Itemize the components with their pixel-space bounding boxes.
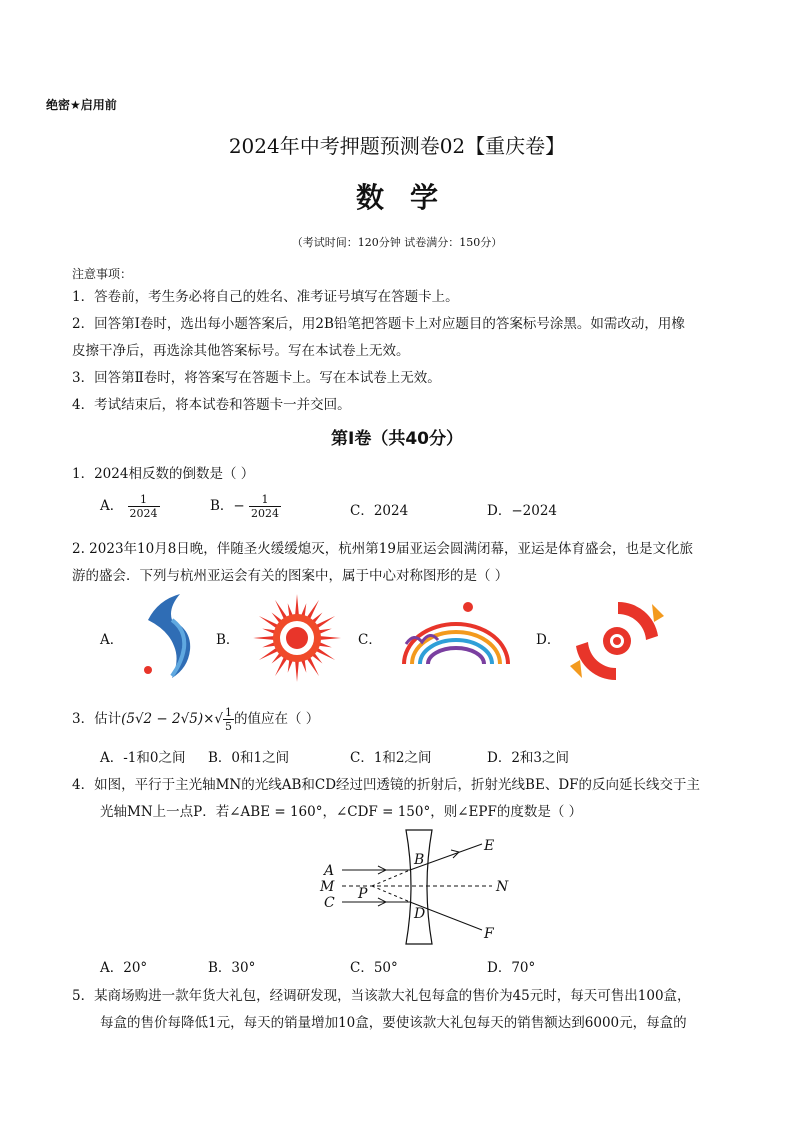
q4-option-a: A．20° <box>100 960 148 976</box>
label-b: B <box>414 852 425 868</box>
label-n: N <box>496 879 509 895</box>
q3-option-c: C．1和2之间 <box>350 750 432 766</box>
q2-option-d-label: D． <box>536 632 561 648</box>
q3-stem-pre: 3．估计 <box>72 711 122 727</box>
q4-stem-1: 4．如图，平行于主光轴MN的光线AB和CD经过凹透镜的折射后，折射光线BE、DF的反向延长线交于主 <box>72 777 701 793</box>
label-c: C <box>324 895 335 911</box>
q4-option-d: D．70° <box>487 960 536 976</box>
label-m: M <box>320 879 335 895</box>
sun-ray <box>319 636 341 640</box>
sun-ray <box>295 594 299 616</box>
label-e: E <box>484 838 495 854</box>
q4-option-c: C．50° <box>350 960 398 976</box>
sun-ray <box>295 660 299 682</box>
q3-option-b: B．0和1之间 <box>208 750 290 766</box>
note-3: 3．回答第Ⅱ卷时，将答案写在答题卡上。写在本试卷上无效。 <box>72 370 441 386</box>
q3-stem <box>72 706 319 733</box>
q1-b-num: 1 <box>249 493 281 507</box>
q2-option-b-label: B． <box>216 632 240 648</box>
q2-option-c-label: C． <box>358 632 382 648</box>
q1-a-label: A． <box>100 498 124 514</box>
q2-whale-figure <box>128 590 208 682</box>
q3-option-a: A．-1和0之间 <box>100 750 186 766</box>
q2-stem-1: 2. 2023年10月8日晚，伴随圣火缓缓熄灭，杭州第19届亚运会圆满闭幕，亚运是体育盛会，也是文化旅 <box>72 541 693 557</box>
q3-times: × <box>203 711 215 727</box>
notes-heading: 注意事项： <box>72 267 133 281</box>
q2-option-a-label: A． <box>100 632 124 648</box>
q2-rainbow-figure <box>396 598 516 674</box>
q3-stem-post: 的值应在（ ） <box>234 711 320 727</box>
q1-b-fraction <box>249 493 281 520</box>
q3-expression: (5√2 − 2√5) <box>121 711 204 727</box>
concave-lens <box>406 830 432 944</box>
q5-stem-2: 每盒的售价每降低1元，每天的销量增加10盒，要使该款大礼包每天的销售额达到6000元，每盒的 <box>100 1015 687 1031</box>
q4-stem-2: 光轴MN上一点P．若∠ABE = 160°，∠CDF = 150°，则∠EPF的度数是（ ） <box>100 804 583 820</box>
note-1: 1．答卷前，考生务必将自己的姓名、准考证号填写在答题卡上。 <box>72 289 459 305</box>
q5-stem-1: 5．某商场购进一款年货大礼包，经调研发现，当该款大礼包每盒的售价为45元时，每天可售出100盒， <box>72 988 691 1004</box>
q1-option-c: C．2024 <box>350 503 409 519</box>
ext-pb <box>372 870 410 886</box>
q3-root: √ $\frac{1}{5}$ <box>214 706 233 733</box>
exam-title: 2024年中考押题预测卷02【重庆卷】 <box>228 134 566 158</box>
q2-stem-2: 游的盛会．下列与杭州亚运会有关的图案中，属于中心对称图形的是（ ） <box>72 568 509 584</box>
subject-title: 数学 <box>355 181 464 214</box>
note-4: 4．考试结束后，将本试卷和答题卡一并交回。 <box>72 397 351 413</box>
label-d: D <box>414 906 426 922</box>
secret-mark: 绝密★启用前 <box>46 98 117 112</box>
q3-root-den: 5 <box>225 720 233 733</box>
q1-b-label: B．− <box>210 498 245 514</box>
q1-b-den: 2024 <box>251 507 280 520</box>
q4-option-b: B．30° <box>208 960 256 976</box>
q3-root-num: 1 <box>225 706 233 719</box>
q1-stem: 1．2024相反数的倒数是（ ） <box>72 466 255 482</box>
label-a: A <box>324 863 335 879</box>
q1-option-b <box>210 493 281 520</box>
q1-a-num: 1 <box>128 493 160 507</box>
q1-a-fraction <box>128 493 160 520</box>
note-2b: 皮擦干净后，再选涂其他答案标号。写在本试卷上无效。 <box>72 343 410 359</box>
sun-ray <box>253 636 275 640</box>
label-f: F <box>484 926 494 942</box>
q4-lens-diagram <box>316 826 516 948</box>
q1-option-a <box>100 493 160 520</box>
section-title: 第Ⅰ卷（共40分） <box>331 429 463 449</box>
label-p: P <box>358 886 368 902</box>
q1-option-d: D．−2024 <box>487 503 557 519</box>
q2-dragon-figure <box>566 596 668 686</box>
q3-option-d: D．2和3之间 <box>487 750 570 766</box>
note-2a: 2．回答第Ⅰ卷时，选出每小题答案后，用2B铅笔把答题卡上对应题目的答案标号涂黑。如需改动，用橡 <box>72 316 685 332</box>
q1-a-den: 2024 <box>129 507 158 520</box>
ext-pd <box>372 886 410 902</box>
exam-info: （考试时间：120分钟 试卷满分：150分） <box>291 236 503 249</box>
q2-sun-figure <box>252 593 342 683</box>
